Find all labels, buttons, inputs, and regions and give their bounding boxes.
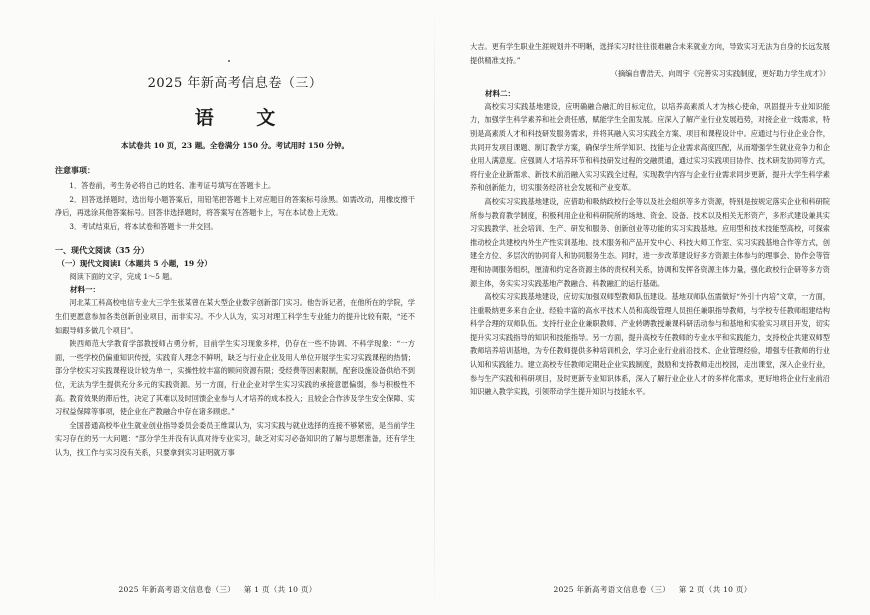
page-footer	[435, 584, 870, 595]
footer-title: 2025 年新高考语文信息卷（三）	[553, 585, 671, 594]
page-right	[435, 0, 870, 615]
body-paragraph: 高校实习实践基地建设，应明确融合融汇的目标定位，以培养高素质人才为核心使命，巩固提升专业知识能力，加强学生科学素养和社会责任感，赋能学生全面发展。应深入了解产业行业发展趋势，对接企业一线需求，特别是高素质人才和科技研发服务需求，并将其融入实习实践全方案、项目和课程设计中。应通过与行业企业合作，共同开发项目课题、制订教学方案，确保学生所学知识、技能与企业需求高度匹配，从而增强学生就业竞争力和企业用人满意度。应强调人才培养环节和科技研发过程的交融贯通，通过实习实践项目协作、技术研发协同等方式，将行业企业新需求、新技术前沿融入实习实践全过程，实现教学内容与企业行业需求同步更新，提升大学生科学素养和创新能力，切实服务经济社会发展和产业变革。	[470, 101, 830, 193]
footer-title: 2025 年新高考语文信息卷（三）	[118, 585, 236, 594]
notice-item: 2．回答选择题时，选出每小题答案后，用铅笔把答题卡上对应题目的答案标号涂黑。如需改动，用橡皮擦干净后，再选涂其他答案标号。回答非选择题时，将答案写在答题卡上，写在本试卷上无效。	[55, 194, 415, 218]
section-heading: 一、现代文阅读（35 分）	[55, 245, 149, 256]
exam-info: 本试卷共 10 页，23 题。全卷满分 150 分。考试用时 150 分钟。	[121, 141, 349, 150]
subsection-heading: （一）现代文阅读Ⅰ（本题共 5 小题，19 分）	[57, 259, 212, 269]
footer-page-number: 第 2 页（共 10 页）	[678, 585, 752, 594]
body-paragraph: 高校实习实践基地建设，应切实加强双师型教师队伍建设。基地双师队伍需做好“外引十内培”文章，一方面，注重吸纳更多来自企业、经验丰富的高水平技术人员和高级管理人员担任兼职指导教师，与学校专任教师组建结构科学合理的双师队伍。支持行业企业兼职教师、产业转聘教授兼课科研活动参与和基地和实验实习项目开发，切实提升实习实践指导的知识和技能指导。另一方面，提升高校专任教师的专业水平和实践能力，支持校企共建双师型教师培养培训基地，为专任教师提供多种培训机会，学习企业行业前沿技术、企业管理经验，增强专任教师的行业认知和实践能力。建立高校专任教师定期赴企业实践制度，鼓励和支持教师走出校园，走出课堂，深入企业行业，参与生产实践和科研项目，及时更新专业知识体系，深入了解行业企业人才的多样化需求，更好地将企业行业前沿知识融入教学实践，引领带动学生提升知识与技能水平。	[470, 292, 830, 397]
body-paragraph: 全国普通高校毕业生就业创业指导委员会委员王维谋认为，实习实践与就业选择的连接不够紧密，是当前学生实习存在的另一大问题：“部分学生并没有认真对待专业实习，缺乏对实习必备知识的了解与思想准备，还有学生认为，找工作与实习没有关系，只要拿到实习证明就万事	[55, 420, 415, 457]
continued-paragraph: 大吉。更有学生职业生涯规划并不明晰，选择实习时往往很难融合未来就业方向，导致实习无法为自身的长远发展提供精准支持。”	[470, 42, 830, 65]
notice-item: 3．考试结束后，将本试卷和答题卡一并交回。	[69, 221, 218, 231]
notice-heading: 注意事项：	[55, 165, 95, 175]
notice-item: 1．答卷前，考生务必将自己的姓名、准考证号填写在答题卡上。	[69, 181, 276, 190]
footer-page-number: 第 1 页（共 10 页）	[243, 585, 317, 594]
instruction: 阅读下面的文字，完成 1～5 题。	[69, 272, 177, 282]
subject-title: 语 文	[194, 107, 294, 129]
body-paragraph: 河北某工科高校电信专业大三学生张某曾在某大型企业数字创新部门实习。他告诉记者，在他所在的学院，学生们更愿意参加各类创新创业项目，而非实习。不少人认为，实习对理工科学生专业能力的提升比较有限，“还不如跟导师多做几个项目”。	[55, 298, 415, 335]
exam-title: 2025 年新高考信息卷（三）	[147, 76, 323, 91]
page-footer	[0, 584, 435, 595]
material-label: 材料二：	[485, 88, 515, 98]
material-label: 材料一：	[70, 285, 100, 295]
body-paragraph: 高校实习实践基地建设，应借助和吸纳政校行企等以及社会组织等多方资源，特别是按规定落实企业和科研院所参与教育教学制度，积极利用企业和科研院所的场地、资金、设备、技术以及相关无形资产，多形式建设兼具实习实践教学、社会培训、生产、研发和服务、创新创业等功能的实习实践基地。应用型和技术技能型高校，可探索推动校企共建校内外生产性实训基地、技术服务和产品开发中心、科技大师工作室、实习实践基地合作等方式，创建全方位、多层次的协同育人和协同服务生态。同时，进一步改革建设好多方资源主体参与的理事会、协作会等管理和协调服务组织，厘清和约定各资源主体的责权利关系，协调和发挥各资源主体力量，强化政校行企研等多方资源主体，务实实习实践基地产教融合、科教融汇的运行基础。	[470, 196, 830, 288]
source-citation: （摘编自曹浩天、向周宇《完善实习实践制度，更好助力学生成才》）	[610, 69, 830, 79]
scan-dot	[228, 60, 230, 62]
body-paragraph: 陕西师范大学教育学部教授师占勇分析，目前学生实习现象多样，仍存在一些不协调、不科学现象：“一方面，一些学校仍偏重知识传授，实践育人理念不鲜明，缺乏与行业企业及用人单位开展学生实习实践课程的热情；部分学校实习实践课程设计较为单一，实操性较丰富的顾问资源有限；受经费等因素限制，配套设施设备供给不到位，无法为学生提供充分多元的实践资源。另一方面，行业企业对学生实习实践的承接意愿偏弱，参与积极性不高。教育效果的滞后性，决定了其难以及时回馈企业参与人才培养的成本投入；且较企合作涉及学生安全保障、实习权益保障等事项，使企业在产教融合中存在诸多顾虑。”	[55, 339, 415, 417]
